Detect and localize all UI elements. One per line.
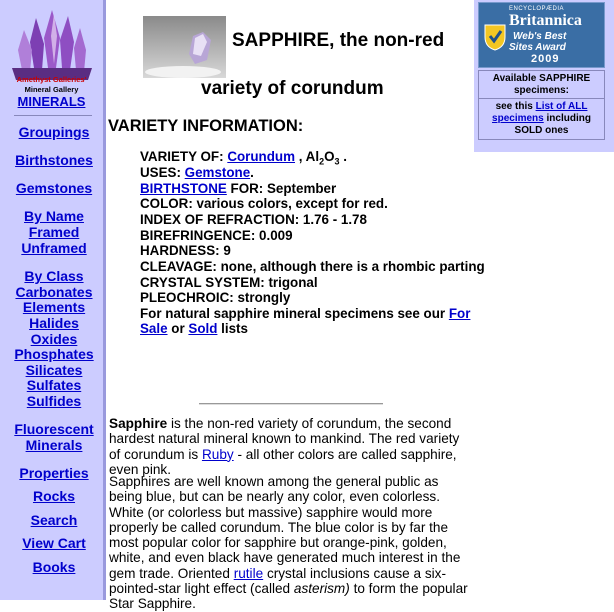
- formula-al-sub: 2: [319, 156, 325, 167]
- lists-text: lists: [221, 321, 248, 336]
- sidebar-link-carbonates[interactable]: Carbonates: [15, 284, 93, 300]
- sidebar-link-rocks[interactable]: Rocks: [32, 488, 76, 504]
- uses-row: USES: Gemstone.: [140, 165, 254, 180]
- birthstone-month: FOR: September: [230, 181, 337, 196]
- award-year: 2009: [531, 53, 560, 65]
- birthstone-link[interactable]: BIRTHSTONE: [140, 181, 227, 196]
- award-encyclopaedia: ENCYCLOPÆDIA: [509, 6, 565, 12]
- sidebar-link-by-name[interactable]: By Name: [24, 208, 84, 224]
- award-britannica: Britannica: [509, 12, 582, 29]
- cleavage-row: CLEAVAGE: none, although there is a rhombic parting: [140, 259, 485, 274]
- uses-label: USES:: [140, 165, 181, 180]
- award-sites-award: Sites Award: [509, 42, 566, 53]
- p1-text: is the non-red variety of corundum, the second hardest natural mineral known to mankind. The red variety of corundum is: [109, 416, 460, 462]
- color-row: COLOR: various colors, except for red.: [140, 196, 388, 211]
- sidebar-link-properties[interactable]: Properties: [19, 465, 89, 481]
- sapphire-bold: Sapphire: [109, 416, 168, 431]
- rutile-link[interactable]: rutile: [233, 565, 264, 581]
- sidebar-link-fluorescent-minerals[interactable]: Minerals: [25, 437, 83, 453]
- page-title-line1: SAPPHIRE, the non-red: [232, 30, 445, 51]
- sold-ones-text: SOLD ones: [514, 125, 569, 136]
- variety-of-label: VARIETY OF:: [140, 149, 224, 164]
- specimens-text: For natural sapphire mineral specimens see our: [140, 306, 446, 321]
- sidebar-link-by-class[interactable]: By Class: [24, 268, 84, 284]
- description-paragraph-2: [109, 474, 473, 612]
- sidebar-link-view-cart[interactable]: View Cart: [22, 535, 86, 551]
- sapphire-photo: [143, 16, 226, 78]
- sidebar-link-sulfides[interactable]: Sulfides: [26, 393, 82, 409]
- content-divider: [199, 403, 383, 405]
- available-specimens-label: Available SAPPHIRE specimens:: [492, 73, 591, 96]
- right-column: [474, 0, 614, 152]
- or-text: or: [171, 321, 185, 336]
- formula-o-sub: 3: [334, 156, 340, 167]
- britannica-award-badge[interactable]: [478, 2, 605, 68]
- sidebar-link-search[interactable]: Search: [30, 512, 78, 528]
- variety-of-row: VARIETY OF: Corundum , $Al_2O_3$ .: [140, 149, 347, 167]
- crystal-system-row: CRYSTAL SYSTEM: trigonal: [140, 275, 318, 290]
- sidebar-divider: [14, 115, 92, 116]
- for-sale-link-part1[interactable]: For: [448, 306, 471, 321]
- p2-text2: crystal inclusions cause a six-pointed-star light effect (called: [109, 565, 446, 597]
- sidebar-link-groupings[interactable]: Groupings: [18, 124, 90, 140]
- gemstone-link[interactable]: Gemstone: [184, 165, 251, 180]
- formula-period: .: [343, 149, 347, 164]
- specimen-list-box: [478, 98, 605, 140]
- page-title-line2: variety of corundum: [201, 78, 384, 99]
- p2-text: Sapphires are well known among the general public as being blue, but can be nearly any color, even colorless. White (or colorless but massive) sapphire would more properly be called corundum. The blue color is by far the most popular color for sapphire but orange-pink, golden, white, and even black have generated much interest in the gem trade. Oriented: [109, 474, 461, 581]
- p1-end: - all other colors are called sapphire, even pink.: [109, 446, 457, 477]
- for-sale-link-part2[interactable]: Sale: [140, 321, 168, 336]
- sidebar-nav: [0, 0, 106, 600]
- amethyst-logo-icon[interactable]: [8, 8, 96, 84]
- sidebar-link-oxides[interactable]: Oxides: [30, 331, 78, 347]
- ruby-link[interactable]: Ruby: [201, 446, 234, 462]
- available-specimens-box: [478, 70, 605, 100]
- p2-end: to form the popular Star Sapphire.: [109, 581, 468, 612]
- award-shield-icon: [483, 23, 507, 51]
- pleochroic-row: PLEOCHROIC: strongly: [140, 290, 291, 305]
- see-this-text: see this: [495, 101, 533, 112]
- sidebar-link-framed[interactable]: Framed: [28, 224, 80, 240]
- sidebar-link-halides[interactable]: Halides: [29, 315, 79, 331]
- asterism-italic: asterism): [293, 581, 350, 597]
- birthstone-row: [140, 181, 336, 197]
- description-paragraph-1: [109, 416, 473, 477]
- sidebar-link-birthstones[interactable]: Birthstones: [15, 152, 93, 168]
- hardness-row: HARDNESS: 9: [140, 243, 231, 258]
- corundum-link[interactable]: Corundum: [227, 149, 295, 164]
- sidebar-link-elements[interactable]: Elements: [22, 299, 86, 315]
- award-webs-best: Web's Best: [513, 31, 567, 42]
- sidebar-link-sulfates[interactable]: Sulfates: [26, 377, 82, 393]
- formula-al: Al: [305, 149, 320, 164]
- minerals-home-link[interactable]: MINERALS: [17, 94, 86, 109]
- sold-link[interactable]: Sold: [188, 321, 218, 336]
- logo-caption-gallery: Mineral Gallery: [24, 85, 79, 94]
- formula-o: O: [324, 149, 335, 164]
- including-text: including: [546, 113, 591, 124]
- refraction-row: INDEX OF REFRACTION: 1.76 - 1.78: [140, 212, 367, 227]
- sidebar-link-books[interactable]: Books: [32, 559, 76, 575]
- variety-heading: VARIETY INFORMATION:: [108, 117, 304, 135]
- sidebar-link-unframed[interactable]: Unframed: [21, 240, 87, 256]
- sidebar-link-gemstones[interactable]: Gemstones: [15, 180, 93, 196]
- all-specimens-link[interactable]: List of ALL specimens: [492, 101, 588, 124]
- birefringence-row: BIREFRINGENCE: 0.009: [140, 228, 293, 243]
- specimens-row-2: [140, 321, 248, 337]
- logo-caption: Amethyst Galleries': [16, 75, 87, 84]
- sidebar-link-fluorescent[interactable]: Fluorescent: [14, 421, 94, 437]
- specimens-row: [140, 306, 470, 322]
- sidebar-link-silicates[interactable]: Silicates: [25, 362, 83, 378]
- sidebar-link-phosphates[interactable]: Phosphates: [14, 346, 94, 362]
